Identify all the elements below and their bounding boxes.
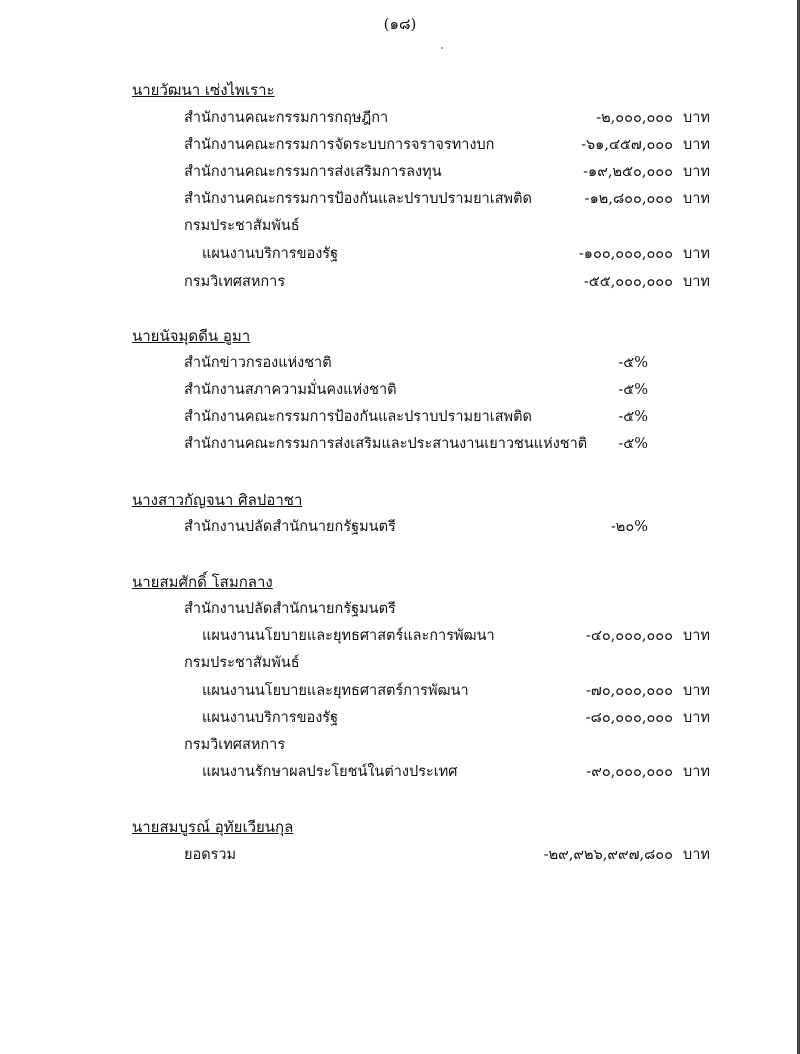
entry-percent: -๒๐%: [610, 519, 648, 535]
entry-row: [0, 760, 800, 788]
entry-row: [0, 378, 800, 406]
entry-row: [0, 706, 800, 734]
entry-amount: -๗๐,๐๐๐,๐๐๐: [586, 683, 673, 699]
entry-percent: -๕%: [618, 436, 648, 452]
entry-amount: -๒๙,๙๒๖,๙๙๗,๘๐๐: [543, 847, 673, 863]
entry-row: [0, 843, 800, 871]
entry-row: [0, 515, 800, 543]
entry-label: สำนักงานคณะกรรมการป้องกันและปราบปรามยาเสพติด: [184, 409, 532, 425]
entry-amount: -๑๐๐,๐๐๐,๐๐๐: [578, 246, 673, 262]
entry-row: [0, 351, 800, 379]
entry-row: [0, 624, 800, 652]
entry-unit: บาท: [683, 137, 710, 153]
entry-row: [0, 597, 800, 625]
entry-row: [0, 187, 800, 215]
entry-row: [0, 214, 800, 242]
entry-amount: -๖๑,๔๕๗,๐๐๐: [581, 137, 673, 153]
entry-amount: -๕๕,๐๐๐,๐๐๐: [583, 274, 673, 290]
entry-row: [0, 160, 800, 188]
entry-amount: -๘๐,๐๐๐,๐๐๐: [585, 710, 673, 726]
entry-unit: บาท: [683, 683, 710, 699]
section-name: นายวัฒนา เซ่งไพเราะ: [132, 81, 275, 99]
entry-unit: บาท: [683, 628, 710, 644]
entry-amount: -๒,๐๐๐,๐๐๐: [596, 110, 673, 126]
page-number: (๑๘): [383, 15, 417, 33]
section-name: นายสมบูรณ์ อุทัยเวียนกุล: [132, 818, 294, 836]
entry-percent: -๕%: [618, 355, 648, 371]
entry-unit: บาท: [683, 110, 710, 126]
entry-label: สำนักงานคณะกรรมการกฤษฎีกา: [184, 110, 389, 126]
entry-label: แผนงานบริการของรัฐ: [202, 246, 339, 262]
entry-label: สำนักงานปลัดสำนักนายกรัฐมนตรี: [184, 519, 396, 535]
entry-row: [0, 432, 800, 460]
entry-row: [0, 733, 800, 761]
entry-row: [0, 270, 800, 298]
entry-label: กรมประชาสัมพันธ์: [184, 655, 300, 671]
entry-unit: บาท: [683, 847, 710, 863]
entry-unit: บาท: [683, 710, 710, 726]
entry-row: [0, 651, 800, 679]
entry-row: [0, 679, 800, 707]
entry-amount: -๑๒,๘๐๐,๐๐๐: [584, 191, 673, 207]
entry-label: สำนักงานคณะกรรมการส่งเสริมการลงทุน: [184, 164, 442, 180]
entry-unit: บาท: [683, 764, 710, 780]
entry-label: กรมประชาสัมพันธ์: [184, 218, 300, 234]
scan-speck: [441, 47, 443, 49]
entry-label: แผนงานบริการของรัฐ: [202, 710, 339, 726]
entry-label: กรมวิเทศสหการ: [184, 737, 286, 753]
entry-label: สำนักงานคณะกรรมการป้องกันและปราบปรามยาเสพติด: [184, 191, 532, 207]
entry-percent: -๕%: [618, 382, 648, 398]
entry-row: [0, 405, 800, 433]
entry-label: สำนักงานปลัดสำนักนายกรัฐมนตรี: [184, 601, 396, 617]
entry-label: สำนักงานคณะกรรมการจัดระบบการจราจรทางบก: [184, 137, 495, 153]
entry-label: ยอดรวม: [184, 847, 237, 863]
entry-amount: -๙๐,๐๐๐,๐๐๐: [586, 764, 673, 780]
entry-row: [0, 242, 800, 270]
entry-unit: บาท: [683, 274, 710, 290]
section-name: นายนัจมุดดีน อูมา: [132, 327, 251, 345]
entry-amount: -๔๐,๐๐๐,๐๐๐: [585, 628, 673, 644]
entry-label: สำนักงานคณะกรรมการส่งเสริมและประสานงานเยาวชนแห่งชาติ: [184, 436, 588, 452]
entry-label: แผนงานรักษาผลประโยชน์ในต่างประเทศ: [202, 764, 458, 780]
entry-label: สำนักงานสภาความมั่นคงแห่งชาติ: [184, 382, 397, 398]
entry-unit: บาท: [683, 246, 710, 262]
entry-row: [0, 133, 800, 161]
entry-unit: บาท: [683, 164, 710, 180]
section-name: นางสาวกัญจนา ศิลปอาชา: [132, 491, 303, 509]
entry-percent: -๕%: [618, 409, 648, 425]
entry-label: แผนงานนโยบายและยุทธศาสตร์การพัฒนา: [202, 683, 469, 699]
entry-amount: -๑๙,๒๕๐,๐๐๐: [583, 164, 673, 180]
entry-label: กรมวิเทศสหการ: [184, 274, 286, 290]
entry-label: สำนักข่าวกรองแห่งชาติ: [184, 355, 332, 371]
entry-unit: บาท: [683, 191, 710, 207]
section-name: นายสมศักดิ์ โสมกลาง: [132, 573, 273, 591]
entry-label: แผนงานนโยบายและยุทธศาสตร์และการพัฒนา: [202, 628, 495, 644]
entry-row: [0, 106, 800, 134]
